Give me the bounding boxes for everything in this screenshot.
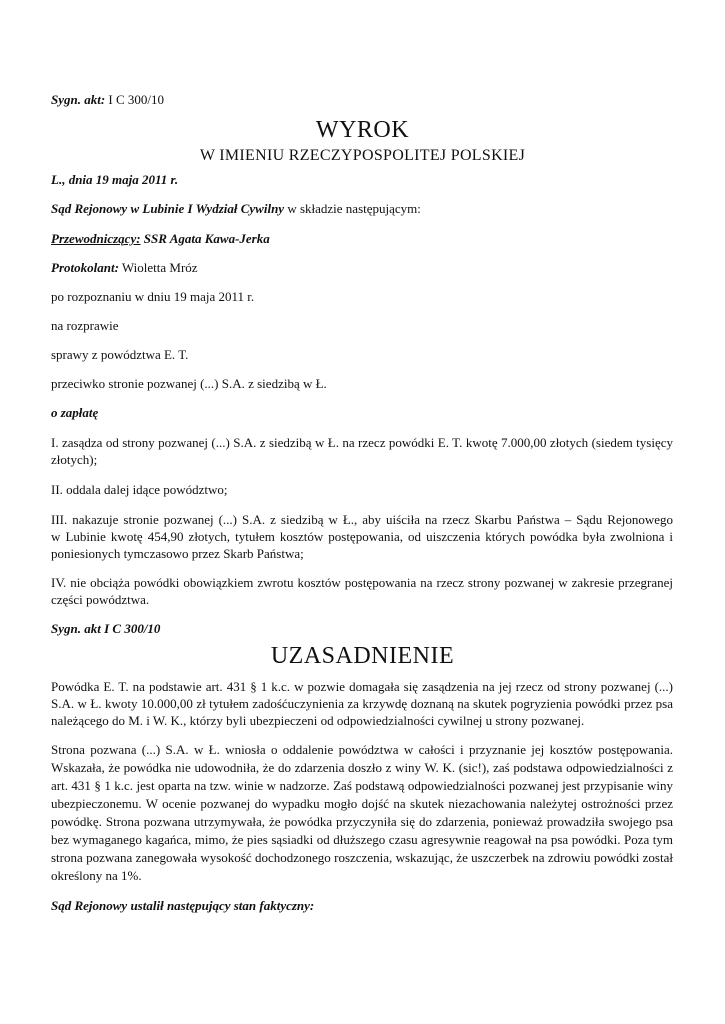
justification-title: UZASADNIENIE [270, 643, 455, 669]
findings-heading: Sąd Rejonowy ustalił następujący stan faktyczny: [51, 898, 315, 913]
justification-para-1-line-1: Powódka E. T. na podstawie art. 431 § 1 k.c. w pozwie domagała się zasądzenia na jej rzecz od strony pozwanej (...) [51, 679, 673, 694]
justification-para-2-line-8: określony na 1%. [51, 868, 142, 883]
justification-para-1-line-2: S.A. w Ł. kwoty 10.000,00 zł tytułem zadośćuczynienia za krzywdę doznaną na skutek pogryzienia powódki przez psa [51, 696, 673, 711]
clerk-line [51, 260, 673, 276]
justification-para-2-line-2: Wskazała, że powódka nie udowodniła, że do zdarzenia doszło z winy W. K. (sic!), zaś podstawa odpowiedzialności z [51, 760, 673, 775]
court-name: Sąd Rejonowy w Lubinie I Wydział Cywilny [51, 201, 285, 216]
verdict-point-1-line-2: złotych); [51, 452, 98, 467]
chair-name: SSR Agata Kawa-Jerka [140, 231, 270, 246]
verdict-point-3-line-2: w Lubinie kwotę 454,90 złotych, tytułem kosztów postępowania, od uiszczenia których powódka była zwolniona i [51, 529, 673, 544]
justification-case-reference: Sygn. akt I C 300/10 [51, 621, 161, 636]
proceedings-date: po rozpoznaniu w dniu 19 maja 2011 r. [51, 289, 255, 304]
document-subtitle: W IMIENIU RZECZYPOSPOLITEJ POLSKIEJ [199, 147, 526, 164]
proceedings-defendant: przeciwko stronie pozwanej (...) S.A. z siedzibą w Ł. [51, 376, 327, 391]
case-reference-label: Sygn. akt: [51, 92, 106, 107]
verdict-point-4-line-1: IV. nie obciąża powódki obowiązkiem zwrotu kosztów postępowania na rzecz strony pozwanej w zakresie przegranej [51, 575, 673, 590]
clerk-label: Protokolant: [51, 260, 119, 275]
court-composition [51, 201, 673, 217]
justification-para-2-line-5: powódkę. Strona pozwana utrzymywała, że powódka przyczyniła się do zdarzenia, ponieważ prowadziła swojego psa [51, 814, 673, 829]
verdict-point-2: II. oddala dalej idące powództwo; [51, 482, 228, 497]
verdict-point-1-line-1: I. zasądza od strony pozwanej (...) S.A. z siedzibą w Ł. na rzecz powódki E. T. kwotę 7.000,00 złotych (siedem tysięcy [51, 435, 673, 450]
justification-para-2-line-1: Strona pozwana (...) S.A. w Ł. wniosła o oddalenie powództwa w całości i przyznanie jej kosztów postępowania. [51, 742, 673, 757]
proceedings-plaintiff: sprawy z powództwa E. T. [51, 347, 189, 362]
composition-text: w składzie następującym: [284, 201, 421, 216]
subject-heading: o zapłatę [51, 405, 99, 420]
chair-label: Przewodniczący: [51, 231, 141, 246]
justification-para-1-line-3: należącego do M. i W. K., którzy byli ubezpieczeni od odpowiedzialności cywilnej u strony pozwanej. [51, 713, 585, 728]
chair-line [51, 231, 673, 247]
case-reference-value: I C 300/10 [105, 92, 165, 107]
verdict-point-4-line-2: części powództwa. [51, 592, 150, 607]
verdict-point-3-line-1: III. nakazuje stronie pozwanej (...) S.A. z siedzibą w Ł., aby uiściła na rzecz Skarbu Państwa – Sądu Rejonowego [51, 512, 673, 527]
justification-para-2-line-4: ubezpieczonemu. W ocenie pozwanej do wypadku mogło dojść na skutek niezachowania należytej ostrożności przez [51, 796, 673, 811]
place-date: L., dnia 19 maja 2011 r. [51, 172, 179, 187]
document-title: WYROK [315, 117, 410, 143]
case-reference [51, 92, 673, 108]
justification-para-2-line-3: art. 431 § 1 k.c. jest oparta na tzw. winie w nadzorze. Zaś podstawą odpowiedzialności pozwanej jest przypisanie winy [51, 778, 673, 793]
justification-para-2-line-6: bez wymaganego kagańca, mimo, że pies sąsiadki od dłuższego czasu agresywnie reagował na psa powódki. Poza tym [51, 832, 673, 847]
clerk-name: Wioletta Mróz [118, 260, 198, 275]
proceedings-hearing: na rozprawie [51, 318, 119, 333]
justification-para-2-line-7: strona pozwana zanegowała wysokość dochodzonego roszczenia, wskazując, że uszczerbek na zdrowiu powódki został [51, 850, 673, 865]
verdict-point-3-line-3: poniesionych tymczasowo przez Skarb Państwa; [51, 546, 304, 561]
